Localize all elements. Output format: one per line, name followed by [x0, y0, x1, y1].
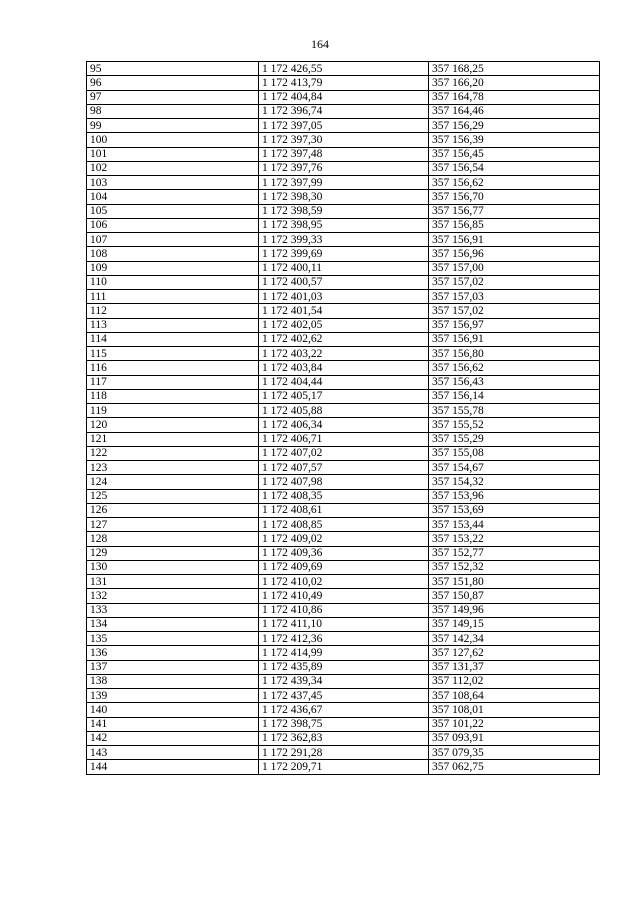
- y-coordinate-cell: 357 168,25: [429, 62, 600, 76]
- table-row: [87, 233, 600, 247]
- x-coordinate-cell: 1 172 410,02: [259, 575, 429, 589]
- table-row: [87, 161, 600, 175]
- y-coordinate-cell: 357 166,20: [429, 76, 600, 90]
- table-row: [87, 489, 600, 503]
- x-coordinate-cell: 1 172 435,89: [259, 660, 429, 674]
- x-coordinate-cell: 1 172 436,67: [259, 703, 429, 717]
- y-coordinate-cell: 357 155,78: [429, 404, 600, 418]
- point-number-cell: 98: [87, 104, 259, 118]
- x-coordinate-cell: 1 172 402,62: [259, 332, 429, 346]
- point-number-cell: 120: [87, 418, 259, 432]
- y-coordinate-cell: 357 157,02: [429, 275, 600, 289]
- table-row: [87, 660, 600, 674]
- y-coordinate-cell: 357 157,03: [429, 290, 600, 304]
- y-coordinate-cell: 357 101,22: [429, 717, 600, 731]
- table-row: [87, 432, 600, 446]
- point-number-cell: 96: [87, 76, 259, 90]
- table-row: [87, 290, 600, 304]
- point-number-cell: 144: [87, 760, 259, 774]
- x-coordinate-cell: 1 172 413,79: [259, 76, 429, 90]
- point-number-cell: 113: [87, 318, 259, 332]
- y-coordinate-cell: 357 153,44: [429, 518, 600, 532]
- coordinates-table: [86, 61, 600, 775]
- point-number-cell: 105: [87, 204, 259, 218]
- x-coordinate-cell: 1 172 398,95: [259, 218, 429, 232]
- point-number-cell: 128: [87, 532, 259, 546]
- x-coordinate-cell: 1 172 397,05: [259, 119, 429, 133]
- point-number-cell: 104: [87, 190, 259, 204]
- x-coordinate-cell: 1 172 406,71: [259, 432, 429, 446]
- point-number-cell: 141: [87, 717, 259, 731]
- y-coordinate-cell: 357 079,35: [429, 746, 600, 760]
- table-row: [87, 76, 600, 90]
- table-row: [87, 518, 600, 532]
- point-number-cell: 108: [87, 247, 259, 261]
- y-coordinate-cell: 357 152,32: [429, 560, 600, 574]
- table-row: [87, 575, 600, 589]
- y-coordinate-cell: 357 156,91: [429, 332, 600, 346]
- x-coordinate-cell: 1 172 409,69: [259, 560, 429, 574]
- table-row: [87, 689, 600, 703]
- y-coordinate-cell: 357 154,67: [429, 461, 600, 475]
- table-row: [87, 375, 600, 389]
- y-coordinate-cell: 357 156,97: [429, 318, 600, 332]
- table-row: [87, 190, 600, 204]
- x-coordinate-cell: 1 172 410,49: [259, 589, 429, 603]
- point-number-cell: 130: [87, 560, 259, 574]
- x-coordinate-cell: 1 172 362,83: [259, 731, 429, 745]
- x-coordinate-cell: 1 172 291,28: [259, 746, 429, 760]
- point-number-cell: 134: [87, 617, 259, 631]
- point-number-cell: 129: [87, 546, 259, 560]
- point-number-cell: 143: [87, 746, 259, 760]
- x-coordinate-cell: 1 172 401,03: [259, 290, 429, 304]
- y-coordinate-cell: 357 062,75: [429, 760, 600, 774]
- point-number-cell: 136: [87, 646, 259, 660]
- x-coordinate-cell: 1 172 407,02: [259, 446, 429, 460]
- table-row: [87, 760, 600, 774]
- x-coordinate-cell: 1 172 409,02: [259, 532, 429, 546]
- point-number-cell: 116: [87, 361, 259, 375]
- x-coordinate-cell: 1 172 439,34: [259, 674, 429, 688]
- table-row: [87, 304, 600, 318]
- point-number-cell: 119: [87, 404, 259, 418]
- point-number-cell: 142: [87, 731, 259, 745]
- x-coordinate-cell: 1 172 401,54: [259, 304, 429, 318]
- point-number-cell: 110: [87, 275, 259, 289]
- point-number-cell: 95: [87, 62, 259, 76]
- x-coordinate-cell: 1 172 402,05: [259, 318, 429, 332]
- point-number-cell: 112: [87, 304, 259, 318]
- point-number-cell: 137: [87, 660, 259, 674]
- table-row: [87, 632, 600, 646]
- table-row: [87, 418, 600, 432]
- y-coordinate-cell: 357 108,64: [429, 689, 600, 703]
- x-coordinate-cell: 1 172 406,34: [259, 418, 429, 432]
- x-coordinate-cell: 1 172 397,76: [259, 161, 429, 175]
- point-number-cell: 125: [87, 489, 259, 503]
- x-coordinate-cell: 1 172 399,69: [259, 247, 429, 261]
- point-number-cell: 117: [87, 375, 259, 389]
- point-number-cell: 123: [87, 461, 259, 475]
- table-row: [87, 275, 600, 289]
- point-number-cell: 124: [87, 475, 259, 489]
- x-coordinate-cell: 1 172 414,99: [259, 646, 429, 660]
- point-number-cell: 99: [87, 119, 259, 133]
- table-row: [87, 589, 600, 603]
- point-number-cell: 138: [87, 674, 259, 688]
- x-coordinate-cell: 1 172 398,30: [259, 190, 429, 204]
- table-row: [87, 404, 600, 418]
- y-coordinate-cell: 357 112,02: [429, 674, 600, 688]
- x-coordinate-cell: 1 172 407,98: [259, 475, 429, 489]
- table-row: [87, 261, 600, 275]
- x-coordinate-cell: 1 172 209,71: [259, 760, 429, 774]
- point-number-cell: 101: [87, 147, 259, 161]
- point-number-cell: 139: [87, 689, 259, 703]
- x-coordinate-cell: 1 172 404,84: [259, 90, 429, 104]
- x-coordinate-cell: 1 172 408,61: [259, 503, 429, 517]
- x-coordinate-cell: 1 172 403,84: [259, 361, 429, 375]
- y-coordinate-cell: 357 156,45: [429, 147, 600, 161]
- x-coordinate-cell: 1 172 400,11: [259, 261, 429, 275]
- table-row: [87, 446, 600, 460]
- x-coordinate-cell: 1 172 405,88: [259, 404, 429, 418]
- y-coordinate-cell: 357 153,69: [429, 503, 600, 517]
- x-coordinate-cell: 1 172 397,48: [259, 147, 429, 161]
- point-number-cell: 109: [87, 261, 259, 275]
- table-row: [87, 703, 600, 717]
- y-coordinate-cell: 357 155,52: [429, 418, 600, 432]
- point-number-cell: 131: [87, 575, 259, 589]
- table-row: [87, 746, 600, 760]
- point-number-cell: 140: [87, 703, 259, 717]
- x-coordinate-cell: 1 172 398,75: [259, 717, 429, 731]
- y-coordinate-cell: 357 156,80: [429, 347, 600, 361]
- table-row: [87, 176, 600, 190]
- table-row: [87, 218, 600, 232]
- table-row: [87, 204, 600, 218]
- y-coordinate-cell: 357 149,96: [429, 603, 600, 617]
- x-coordinate-cell: 1 172 397,30: [259, 133, 429, 147]
- table-row: [87, 133, 600, 147]
- x-coordinate-cell: 1 172 409,36: [259, 546, 429, 560]
- y-coordinate-cell: 357 151,80: [429, 575, 600, 589]
- table-row: [87, 546, 600, 560]
- table-row: [87, 674, 600, 688]
- page-number: 164: [311, 37, 329, 51]
- y-coordinate-cell: 357 164,46: [429, 104, 600, 118]
- y-coordinate-cell: 357 155,08: [429, 446, 600, 460]
- y-coordinate-cell: 357 142,34: [429, 632, 600, 646]
- y-coordinate-cell: 357 156,77: [429, 204, 600, 218]
- point-number-cell: 118: [87, 389, 259, 403]
- y-coordinate-cell: 357 152,77: [429, 546, 600, 560]
- y-coordinate-cell: 357 150,87: [429, 589, 600, 603]
- y-coordinate-cell: 357 131,37: [429, 660, 600, 674]
- table-row: [87, 532, 600, 546]
- point-number-cell: 133: [87, 603, 259, 617]
- x-coordinate-cell: 1 172 407,57: [259, 461, 429, 475]
- y-coordinate-cell: 357 156,62: [429, 176, 600, 190]
- table-row: [87, 90, 600, 104]
- point-number-cell: 102: [87, 161, 259, 175]
- x-coordinate-cell: 1 172 403,22: [259, 347, 429, 361]
- point-number-cell: 121: [87, 432, 259, 446]
- y-coordinate-cell: 357 156,39: [429, 133, 600, 147]
- x-coordinate-cell: 1 172 437,45: [259, 689, 429, 703]
- point-number-cell: 97: [87, 90, 259, 104]
- x-coordinate-cell: 1 172 410,86: [259, 603, 429, 617]
- table-row: [87, 119, 600, 133]
- y-coordinate-cell: 357 156,43: [429, 375, 600, 389]
- y-coordinate-cell: 357 156,96: [429, 247, 600, 261]
- point-number-cell: 107: [87, 233, 259, 247]
- y-coordinate-cell: 357 154,32: [429, 475, 600, 489]
- x-coordinate-cell: 1 172 405,17: [259, 389, 429, 403]
- y-coordinate-cell: 357 156,85: [429, 218, 600, 232]
- table-row: [87, 717, 600, 731]
- x-coordinate-cell: 1 172 426,55: [259, 62, 429, 76]
- table-row: [87, 475, 600, 489]
- table-row: [87, 147, 600, 161]
- y-coordinate-cell: 357 156,70: [429, 190, 600, 204]
- point-number-cell: 106: [87, 218, 259, 232]
- x-coordinate-cell: 1 172 404,44: [259, 375, 429, 389]
- x-coordinate-cell: 1 172 411,10: [259, 617, 429, 631]
- y-coordinate-cell: 357 156,62: [429, 361, 600, 375]
- table-row: [87, 731, 600, 745]
- table-row: [87, 560, 600, 574]
- coordinates-table-body: [87, 62, 600, 775]
- table-row: [87, 104, 600, 118]
- table-row: [87, 247, 600, 261]
- table-row: [87, 617, 600, 631]
- table-row: [87, 347, 600, 361]
- point-number-cell: 114: [87, 332, 259, 346]
- point-number-cell: 132: [87, 589, 259, 603]
- y-coordinate-cell: 357 093,91: [429, 731, 600, 745]
- point-number-cell: 103: [87, 176, 259, 190]
- y-coordinate-cell: 357 155,29: [429, 432, 600, 446]
- x-coordinate-cell: 1 172 408,35: [259, 489, 429, 503]
- y-coordinate-cell: 357 153,96: [429, 489, 600, 503]
- point-number-cell: 127: [87, 518, 259, 532]
- y-coordinate-cell: 357 156,91: [429, 233, 600, 247]
- table-row: [87, 389, 600, 403]
- x-coordinate-cell: 1 172 408,85: [259, 518, 429, 532]
- table-row: [87, 503, 600, 517]
- table-row: [87, 461, 600, 475]
- y-coordinate-cell: 357 157,02: [429, 304, 600, 318]
- table-row: [87, 646, 600, 660]
- y-coordinate-cell: 357 156,29: [429, 119, 600, 133]
- y-coordinate-cell: 357 108,01: [429, 703, 600, 717]
- table-row: [87, 62, 600, 76]
- point-number-cell: 115: [87, 347, 259, 361]
- point-number-cell: 126: [87, 503, 259, 517]
- table-row: [87, 332, 600, 346]
- x-coordinate-cell: 1 172 399,33: [259, 233, 429, 247]
- point-number-cell: 111: [87, 290, 259, 304]
- y-coordinate-cell: 357 157,00: [429, 261, 600, 275]
- y-coordinate-cell: 357 149,15: [429, 617, 600, 631]
- y-coordinate-cell: 357 127,62: [429, 646, 600, 660]
- x-coordinate-cell: 1 172 398,59: [259, 204, 429, 218]
- table-row: [87, 361, 600, 375]
- table-row: [87, 318, 600, 332]
- x-coordinate-cell: 1 172 396,74: [259, 104, 429, 118]
- y-coordinate-cell: 357 156,14: [429, 389, 600, 403]
- x-coordinate-cell: 1 172 400,57: [259, 275, 429, 289]
- y-coordinate-cell: 357 153,22: [429, 532, 600, 546]
- x-coordinate-cell: 1 172 397,99: [259, 176, 429, 190]
- point-number-cell: 100: [87, 133, 259, 147]
- table-row: [87, 603, 600, 617]
- point-number-cell: 135: [87, 632, 259, 646]
- point-number-cell: 122: [87, 446, 259, 460]
- y-coordinate-cell: 357 164,78: [429, 90, 600, 104]
- y-coordinate-cell: 357 156,54: [429, 161, 600, 175]
- x-coordinate-cell: 1 172 412,36: [259, 632, 429, 646]
